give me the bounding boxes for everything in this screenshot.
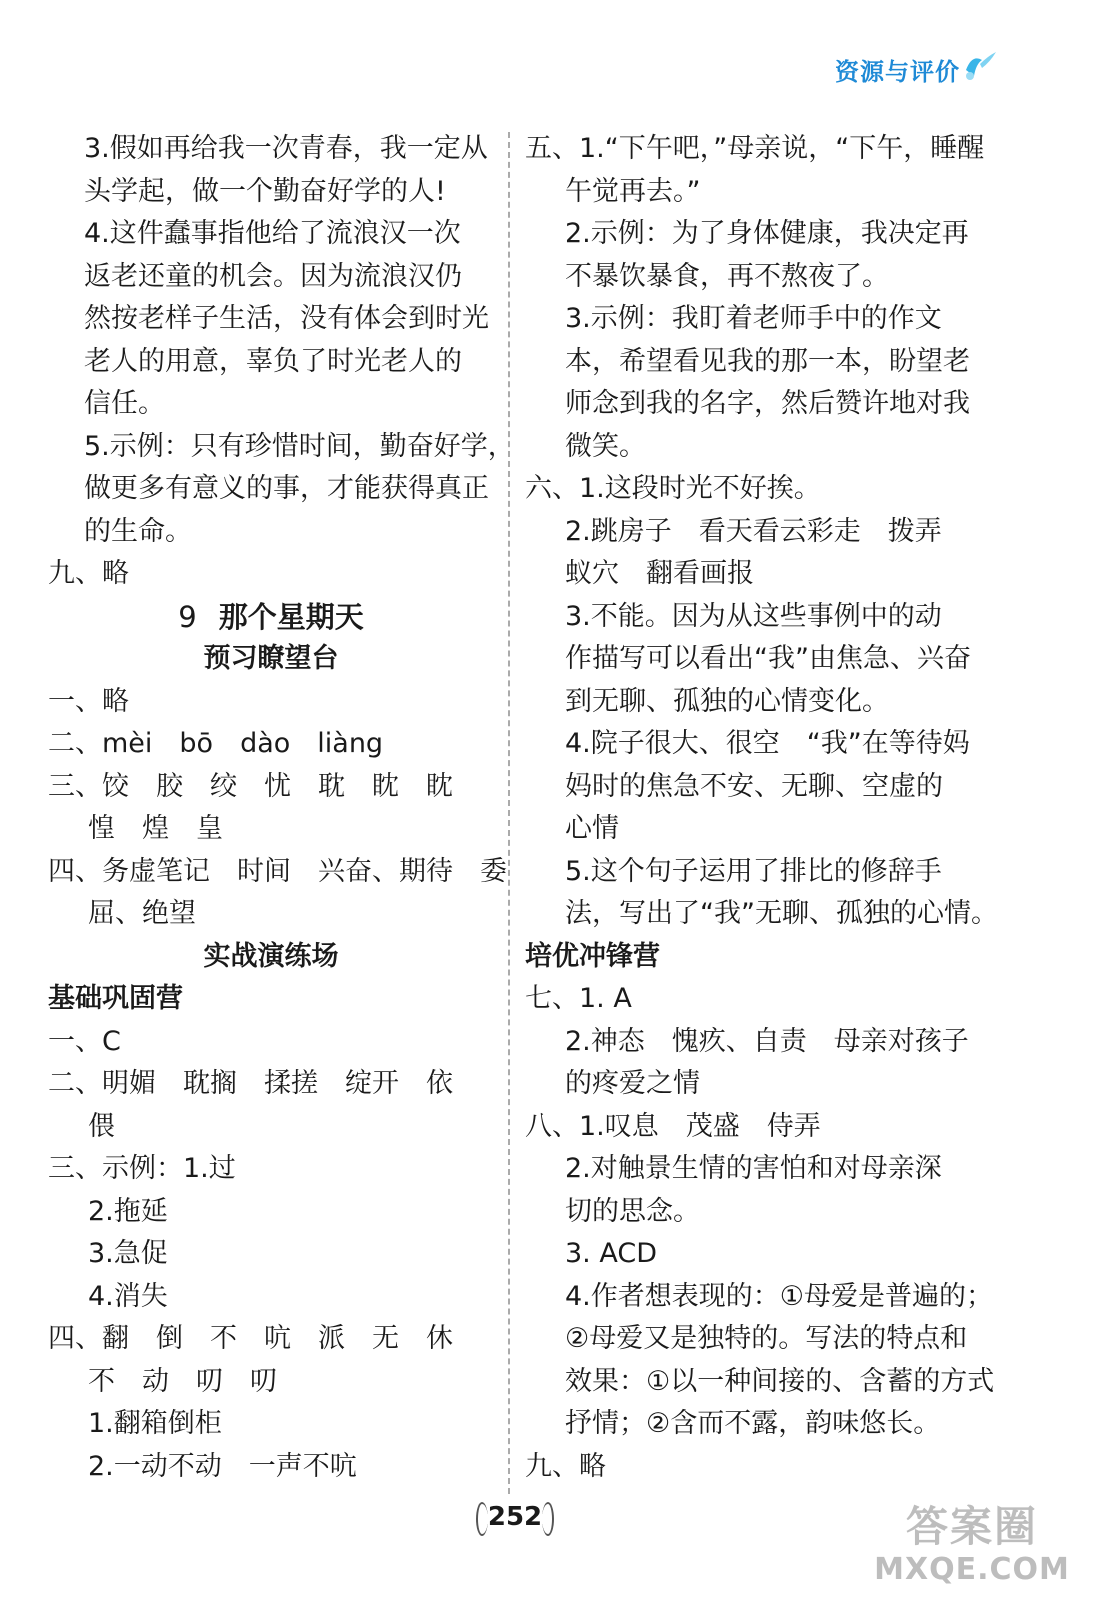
answer-line: 5.这个句子运用了排比的修辞手 bbox=[565, 855, 942, 887]
subsection-heading: 实战演练场 bbox=[203, 940, 339, 972]
answer-line: 心情 bbox=[565, 813, 619, 844]
header-decoration-icon bbox=[962, 50, 998, 82]
answer-line: 4.作者想表现的：①母爱是普遍的； bbox=[565, 1280, 993, 1312]
answer-line: 然按老样子生活，没有体会到时光 bbox=[84, 303, 489, 334]
answer-line: 5.示例：只有珍惜时间，勤奋好学， bbox=[84, 430, 515, 462]
answer-line: 2.拖延 bbox=[88, 1195, 168, 1227]
answer-line: 九、略 bbox=[48, 558, 129, 589]
answer-line: 二、明媚 耽搁 揉搓 绽开 依 bbox=[48, 1068, 453, 1099]
answer-line: 八、1.叹息 茂盛 侍弄 bbox=[525, 1110, 821, 1142]
section-heading: 培优冲锋营 bbox=[525, 940, 660, 972]
answer-line: 1.翻箱倒柜 bbox=[88, 1408, 222, 1439]
answer-line: 返老还童的机会。因为流浪汉仍 bbox=[84, 260, 462, 292]
answer-line: 屈、绝望 bbox=[88, 898, 196, 929]
right-column bbox=[525, 128, 998, 1488]
answer-line: 到无聊、孤独的心情变化。 bbox=[565, 685, 889, 717]
section-heading: 基础巩固营 bbox=[48, 983, 183, 1014]
column-divider bbox=[508, 132, 510, 1494]
lesson-number: 9 bbox=[178, 599, 197, 634]
lesson-title bbox=[48, 596, 494, 639]
answer-line: 法，写出了“我”无聊、孤独的心情。 bbox=[565, 898, 998, 929]
watermark-logo-text: 答案圈 bbox=[905, 1502, 1038, 1551]
answer-line: 偎 bbox=[88, 1110, 115, 1142]
answer-line: 3.急促 bbox=[88, 1238, 168, 1269]
answer-line: 九、略 bbox=[525, 1450, 606, 1482]
answer-line: 惶 煌 皇 bbox=[88, 813, 223, 844]
answer-line: 三、示例：1.过 bbox=[48, 1153, 236, 1184]
answer-line: 不 动 叨 叨 bbox=[88, 1365, 277, 1397]
lesson-title-text: 那个星期天 bbox=[218, 599, 364, 634]
answer-line: 4.院子很大、很空 “我”在等待妈 bbox=[565, 728, 970, 759]
answer-line: 3.不能。因为从这些事例中的动 bbox=[565, 600, 942, 632]
answer-line: 切的思念。 bbox=[565, 1195, 700, 1227]
answer-line: 二、mèi bō dào liàng bbox=[48, 728, 384, 759]
answer-line: 3. ACD bbox=[565, 1238, 657, 1269]
answer-line: 2.跳房子 看天看云彩走 拨弄 bbox=[565, 515, 942, 547]
left-column bbox=[48, 128, 515, 1488]
answer-line: 微笑。 bbox=[565, 430, 646, 462]
answer-line: 效果：①以一种间接的、含蓄的方式 bbox=[565, 1365, 995, 1397]
watermark-url: MXQE.COM bbox=[874, 1552, 1070, 1587]
answer-line: 作描写可以看出“我”由焦急、兴奋 bbox=[565, 643, 971, 674]
answer-line: 4.这件蠢事指他给了流浪汉一次 bbox=[84, 218, 461, 249]
answer-line: 2.神态 愧疚、自责 母亲对孩子 bbox=[565, 1025, 969, 1057]
subsection-heading: 预习瞭望台 bbox=[203, 643, 339, 674]
answer-line: 本，希望看见我的那一本，盼望老 bbox=[565, 345, 970, 377]
answer-line: 一、略 bbox=[48, 685, 129, 717]
answer-line: 2.对触景生情的害怕和对母亲深 bbox=[565, 1153, 942, 1184]
answer-line: 2.一动不动 一声不吭 bbox=[88, 1450, 357, 1482]
answer-line: 老人的用意，辜负了时光老人的 bbox=[84, 345, 462, 377]
answer-line: 的生命。 bbox=[84, 515, 192, 547]
answer-line: 抒情；②含而不露，韵味悠长。 bbox=[565, 1408, 941, 1439]
answer-line: 做更多有意义的事，才能获得真正 bbox=[84, 473, 489, 504]
answer-line: 六、1.这段时光不好挨。 bbox=[525, 473, 821, 504]
header-title: 资源与评价 bbox=[835, 58, 960, 86]
answer-line: 4.消失 bbox=[88, 1280, 168, 1312]
answer-line: 3.示例：我盯着老师手中的作文 bbox=[565, 303, 942, 334]
answer-line: ②母爱又是独特的。写法的特点和 bbox=[565, 1323, 968, 1354]
answer-line: 四、翻 倒 不 吭 派 无 休 bbox=[48, 1323, 453, 1354]
answer-line: 的疼爱之情 bbox=[565, 1068, 700, 1099]
answer-line: 妈时的焦急不安、无聊、空虚的 bbox=[565, 770, 943, 802]
answer-line: 一、C bbox=[48, 1025, 121, 1057]
answer-line: 不暴饮暴食，再不熬夜了。 bbox=[565, 260, 889, 292]
answer-line: 四、务虚笔记 时间 兴奋、期待 委 bbox=[48, 855, 507, 887]
watermark bbox=[872, 1502, 1072, 1588]
page-number: 252 bbox=[478, 1496, 552, 1538]
answer-line: 三、饺 胶 绞 忧 耽 眈 眈 bbox=[48, 770, 453, 802]
answer-line: 午觉再去。” bbox=[565, 175, 701, 207]
answer-line: 师念到我的名字，然后赞许地对我 bbox=[565, 388, 970, 419]
answer-line: 七、1. A bbox=[525, 983, 632, 1014]
answer-line: 蚁穴 翻看画报 bbox=[565, 558, 754, 589]
answer-line: 五、1.“下午吧，”母亲说，“下午，睡醒 bbox=[525, 133, 985, 164]
answer-line: 头学起，做一个勤奋好学的人! bbox=[84, 175, 446, 207]
answer-line: 信任。 bbox=[84, 388, 165, 419]
answer-line: 2.示例：为了身体健康，我决定再 bbox=[565, 218, 969, 249]
answer-line: 3.假如再给我一次青春，我一定从 bbox=[84, 133, 488, 164]
